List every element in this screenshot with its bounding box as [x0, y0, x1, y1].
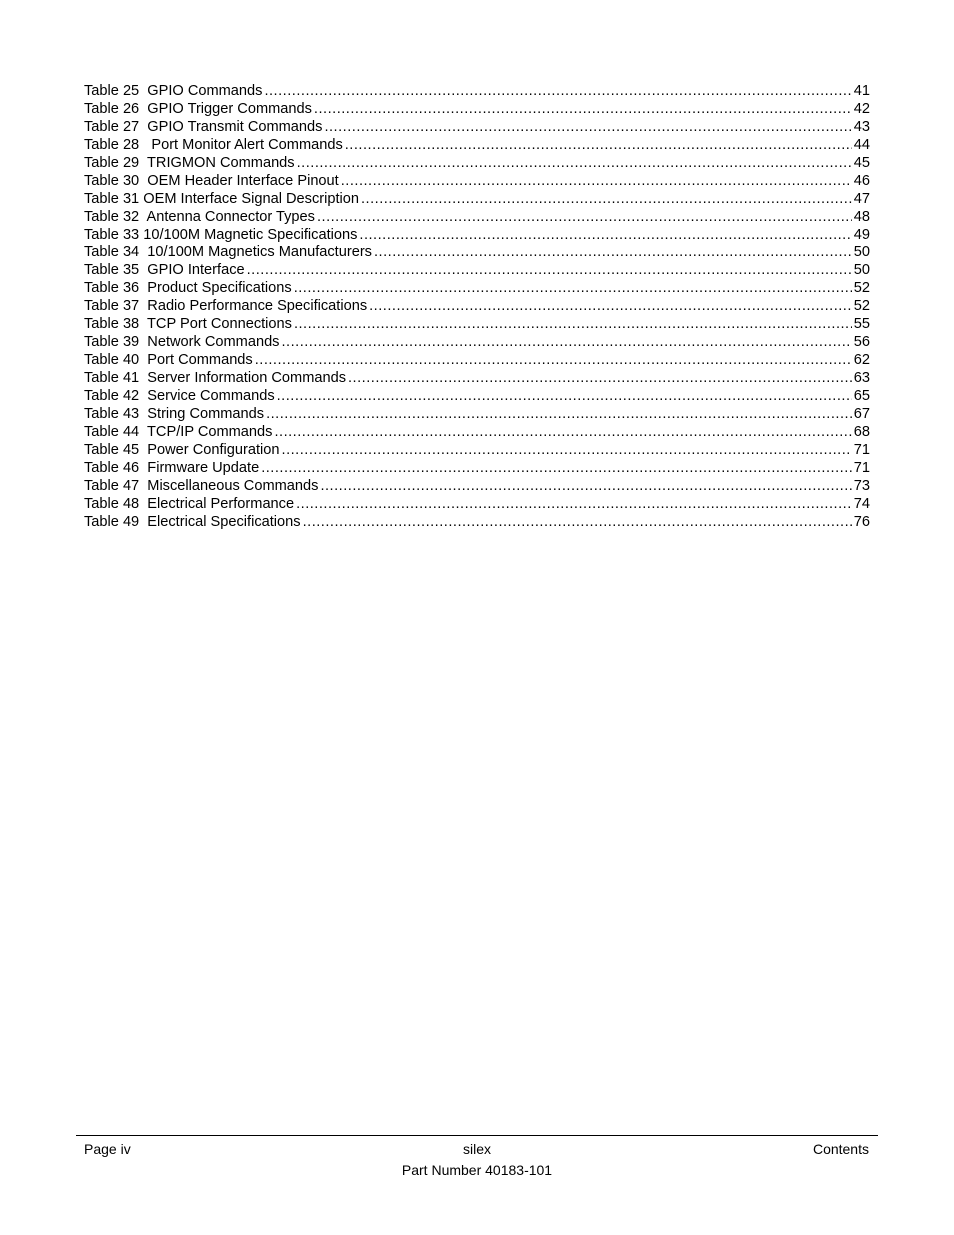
- toc-entry-table-26[interactable]: [84, 101, 870, 119]
- toc-entry-table-27[interactable]: [84, 119, 870, 137]
- dot-leader: [359, 227, 851, 245]
- dot-leader: [361, 191, 852, 209]
- toc-entry-table-49[interactable]: [84, 514, 870, 532]
- toc-entry-label: Table 29 TRIGMON Commands: [84, 154, 295, 171]
- toc-entry-label: Table 44 TCP/IP Commands: [84, 423, 273, 440]
- toc-entry-label: Table 32 Antenna Connector Types: [84, 208, 315, 225]
- toc-entry-page: 49: [853, 226, 870, 243]
- dot-leader: [255, 352, 852, 370]
- toc-entry-label: Table 46 Firmware Update: [84, 459, 260, 476]
- toc-entry-page: 55: [853, 316, 870, 333]
- toc-entry-page: 76: [853, 513, 870, 530]
- dot-leader: [369, 298, 852, 316]
- toc-entry-page: 42: [853, 100, 870, 117]
- toc-entry-page: 52: [853, 298, 870, 315]
- toc-entry-label: Table 33 10/100M Magnetic Specifications: [84, 226, 358, 243]
- footer-brand: silex: [462, 1141, 491, 1157]
- toc-entry-page: 48: [853, 208, 870, 225]
- dot-leader: [282, 442, 852, 460]
- toc-entry-page: 71: [853, 441, 870, 458]
- toc-entry-table-34[interactable]: [84, 244, 870, 262]
- toc-entry-table-25[interactable]: [84, 83, 870, 101]
- dot-leader: [303, 514, 852, 532]
- toc-entry-label: Table 38 TCP Port Connections: [84, 316, 292, 333]
- footer-page-number: Page iv: [84, 1141, 131, 1157]
- toc-entry-label: Table 26 GPIO Trigger Commands: [84, 100, 312, 117]
- dot-leader: [277, 388, 852, 406]
- toc-entry-table-45[interactable]: [84, 442, 870, 460]
- toc-entry-page: 71: [853, 459, 870, 476]
- toc-entry-label: Table 39 Network Commands: [84, 334, 280, 351]
- toc-entry-table-44[interactable]: [84, 424, 870, 442]
- toc-entry-page: 44: [853, 136, 870, 153]
- toc-entry-label: Table 36 Product Specifications: [84, 280, 292, 297]
- toc-entry-label: Table 42 Service Commands: [84, 387, 275, 404]
- toc-entry-page: 50: [853, 244, 870, 261]
- toc-entry-table-46[interactable]: [84, 460, 870, 478]
- toc-entry-page: 46: [853, 172, 870, 189]
- toc-entry-page: 45: [853, 154, 870, 171]
- toc-entry-page: 56: [853, 334, 870, 351]
- dot-leader: [348, 370, 852, 388]
- toc-entry-label: Table 35 GPIO Interface: [84, 262, 245, 279]
- toc-entry-page: 43: [853, 118, 870, 135]
- toc-entry-table-31[interactable]: [84, 191, 870, 209]
- toc-entry-page: 47: [853, 190, 870, 207]
- dot-leader: [261, 460, 852, 478]
- toc-entry-label: Table 27 GPIO Transmit Commands: [84, 118, 323, 135]
- dot-leader: [374, 244, 852, 262]
- dot-leader: [266, 406, 852, 424]
- toc-entry-label: Table 25 GPIO Commands: [84, 83, 263, 99]
- toc-entry-table-42[interactable]: [84, 388, 870, 406]
- toc-entry-page: 63: [853, 370, 870, 386]
- dot-leader: [314, 101, 852, 119]
- toc-entry-table-48[interactable]: [84, 496, 870, 514]
- table-of-tables: [84, 83, 870, 531]
- toc-entry-page: 41: [853, 83, 870, 99]
- toc-entry-table-40[interactable]: [84, 352, 870, 370]
- toc-entry-page: 74: [853, 495, 870, 512]
- toc-entry-page: 62: [853, 352, 870, 369]
- toc-entry-table-47[interactable]: [84, 478, 870, 496]
- toc-entry-label: Table 30 OEM Header Interface Pinout: [84, 172, 339, 189]
- toc-entry-label: Table 43 String Commands: [84, 405, 265, 422]
- footer-divider: [76, 1135, 878, 1136]
- toc-entry-table-37[interactable]: [84, 298, 870, 316]
- toc-entry-table-41[interactable]: [84, 370, 870, 388]
- toc-entry-table-38[interactable]: [84, 316, 870, 334]
- toc-entry-table-39[interactable]: [84, 334, 870, 352]
- toc-entry-label: Table 49 Electrical Specifications: [84, 513, 301, 530]
- dot-leader: [317, 209, 852, 227]
- footer-section: Contents: [812, 1141, 869, 1157]
- dot-leader: [324, 119, 851, 137]
- toc-entry-table-33[interactable]: [84, 227, 870, 245]
- dot-leader: [320, 478, 851, 496]
- toc-entry-label: Table 31 OEM Interface Signal Description: [84, 190, 359, 207]
- toc-entry-table-30[interactable]: [84, 173, 870, 191]
- toc-entry-table-28[interactable]: [84, 137, 870, 155]
- dot-leader: [294, 280, 852, 298]
- toc-entry-label: Table 40 Port Commands: [84, 352, 253, 369]
- toc-entry-page: 65: [853, 387, 870, 404]
- toc-entry-page: 50: [853, 262, 870, 279]
- toc-entry-page: 52: [853, 280, 870, 297]
- dot-leader: [297, 155, 852, 173]
- toc-entry-label: Table 28 Port Monitor Alert Commands: [84, 136, 343, 153]
- toc-entry-table-35[interactable]: [84, 262, 870, 280]
- dot-leader: [264, 83, 851, 101]
- dot-leader: [341, 173, 852, 191]
- toc-entry-table-43[interactable]: [84, 406, 870, 424]
- toc-entry-page: 73: [853, 477, 870, 494]
- dot-leader: [345, 137, 852, 155]
- toc-entry-page: 67: [853, 405, 870, 422]
- toc-entry-label: Table 45 Power Configuration: [84, 441, 280, 458]
- dot-leader: [296, 496, 852, 514]
- dot-leader: [294, 316, 852, 334]
- toc-entry-label: Table 47 Miscellaneous Commands: [84, 477, 319, 494]
- dot-leader: [281, 334, 851, 352]
- toc-entry-table-32[interactable]: [84, 209, 870, 227]
- toc-entry-table-36[interactable]: [84, 280, 870, 298]
- dot-leader: [274, 424, 851, 442]
- footer-part-number: Part Number 40183-101: [401, 1162, 553, 1178]
- toc-entry-label: Table 41 Server Information Commands: [84, 370, 346, 386]
- toc-entry-table-29[interactable]: [84, 155, 870, 173]
- toc-entry-label: Table 34 10/100M Magnetics Manufacturers: [84, 244, 372, 261]
- dot-leader: [247, 262, 852, 280]
- toc-entry-label: Table 48 Electrical Performance: [84, 495, 295, 512]
- toc-entry-page: 68: [853, 423, 870, 440]
- toc-entry-label: Table 37 Radio Performance Specifications: [84, 298, 368, 315]
